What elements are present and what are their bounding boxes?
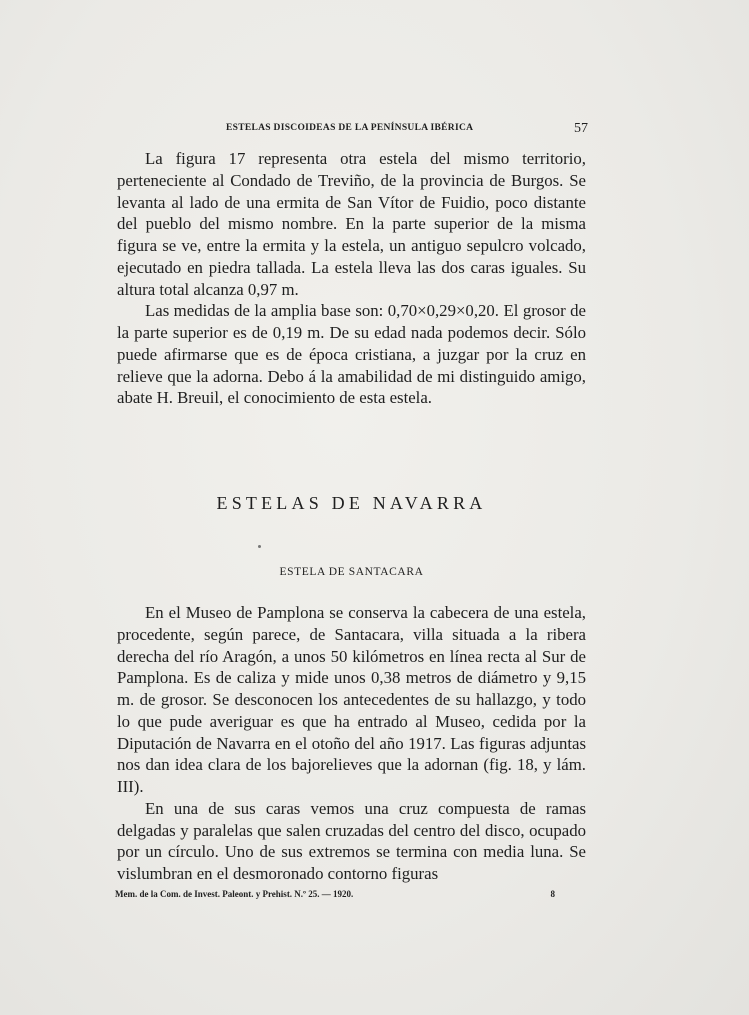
paragraph-measurements: Las medidas de la amplia base son: 0,70×0,29×0,20. El grosor de la parte superior es de 0,19 m. De su edad nada podemos decir. Sólo puede afirmarse que es de época cristiana, a juzgar por la cruz en relieve que la adorna. Debo á la amabilidad de mi distinguido amigo, abate H. Breuil, el conocimiento de esta estela. bbox=[117, 301, 586, 408]
page-footer bbox=[115, 889, 555, 903]
signature-mark: 8 bbox=[550, 889, 555, 899]
footer-reference: Mem. de la Com. de Invest. Paleont. y Prehist. N.º 25. — 1920. bbox=[115, 889, 354, 899]
running-title: ESTELAS DISCOIDEAS DE LA PENÍNSULA IBÉRICA bbox=[226, 123, 474, 133]
ink-speck bbox=[258, 545, 261, 548]
subsection-heading: ESTELA DE SANTACARA bbox=[279, 566, 424, 578]
body-text-top bbox=[117, 148, 586, 409]
running-header bbox=[118, 123, 588, 139]
paragraph-museum-pamplona: En el Museo de Pamplona se conserva la cabecera de una estela, procedente, según parece, de Santacara, villa situada a la ribera derecha del río Aragón, a unos 50 kilómetros en línea recta al Sur de Pamplona. Es de caliza y mide unos 0,38 metros de diámetro y 9,15 m. de grosor. Se desconocen los antecedentes de su hallazgo, y todo lo que pude averiguar es que ha entrado al Museo, cedida por la Diputación de Navarra en el otoño del año 1917. Las figuras adjuntas nos dan idea clara de los bajorelieves que la adornan (fig. 18, y lám. III). bbox=[117, 603, 586, 796]
page-number: 57 bbox=[574, 121, 588, 136]
paragraph-cross-description: En una de sus caras vemos una cruz compuesta de ramas delgadas y paralelas que salen cruzadas del centro del disco, ocupado por un círculo. Uno de sus extremos se termina con media luna. Se vislumbran en el desmoronado contorno figuras bbox=[117, 798, 586, 883]
body-text-bottom bbox=[117, 602, 586, 885]
paragraph-figure-17: La figura 17 representa otra estela del mismo territorio, perteneciente al Condado de Treviño, de la provincia de Burgos. Se levanta al lado de una ermita de San Vítor de Fuidio, poco distante del pueblo del mismo nombre. En la parte superior de la misma figura se ve, entre la ermita y la estela, un antiguo sepulcro volcado, ejecutado en piedra tallada. La estela lleva las dos caras iguales. Su altura total alcanza 0,97 m. bbox=[117, 149, 586, 299]
section-heading: ESTELAS DE NAVARRA bbox=[216, 493, 487, 513]
